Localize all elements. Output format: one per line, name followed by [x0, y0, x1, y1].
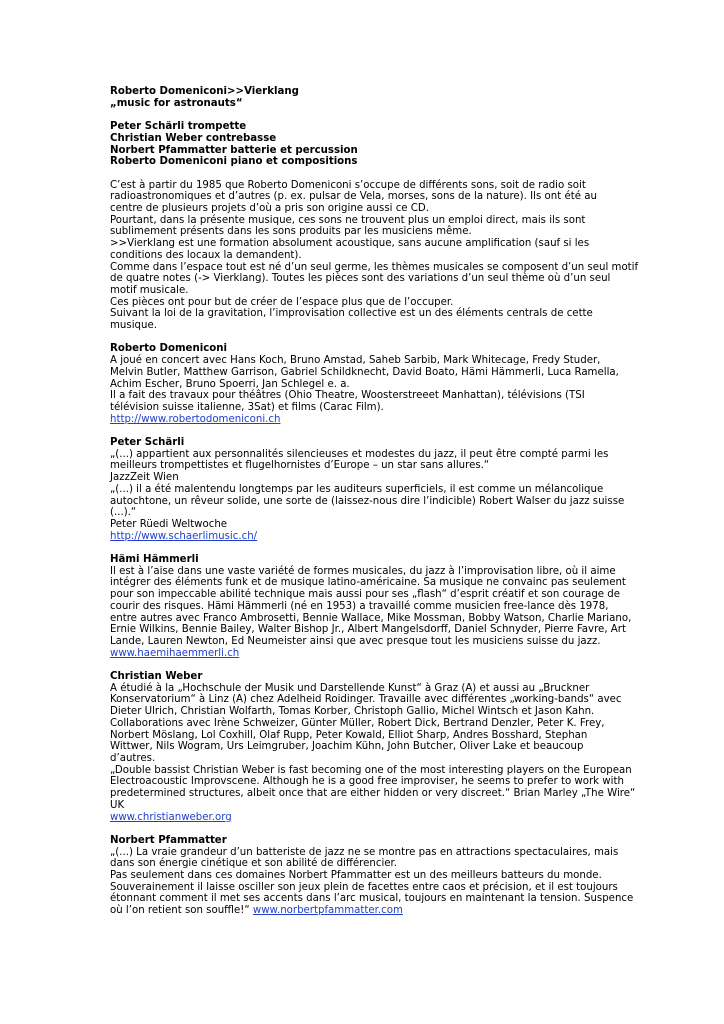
- section-heading: Peter Schärli: [110, 437, 185, 449]
- bio-line: Electroacoustic Improvscene. Although he is a good free improviser, he seems to prefer to work with: [110, 776, 624, 788]
- intro-line: Suivant la loi de la gravitation, l’improvisation collective est un des éléments centrals de cette: [110, 308, 593, 320]
- bio-line: Melvin Butler, Matthew Garrison, Gabriel Schildknecht, David Boato, Hämi Hämmerli, Luca Ramella,: [110, 366, 619, 378]
- musician-line: Christian Weber contrebasse: [110, 132, 277, 144]
- bio-line: intégrer des éléments funk et de musique latino-américaine. Sa musique ne convainc pas seulement: [110, 577, 626, 589]
- bio-line: „(...) il a été malentendu longtemps par les auditeurs superficiels, il est comme un mélancolique: [110, 483, 604, 495]
- intro-line: conditions des locaux la demandent).: [110, 249, 302, 261]
- section-pfammatter: [110, 834, 634, 917]
- bio-line: Wittwer, Nils Wogram, Urs Leimgruber, Joachim Kühn, John Butcher, Oliver Lake et beaucoup: [110, 741, 584, 753]
- bio-line: „(...) La vraie grandeur d’un batteriste de jazz ne se montre pas en attractions spectaculaires, mais: [110, 846, 619, 858]
- bio-line: meilleurs trompettistes et flugelhornistes d’Europe – un star sans allures.“: [110, 460, 490, 472]
- bio-line: JazzZeit Wien: [110, 472, 179, 484]
- bio-line: entre autres avec Franco Ambrosetti, Bennie Wallace, Mike Mossman, Bobby Watson, Charlie Mariano,: [110, 612, 632, 624]
- haemmerli-website-link[interactable]: www.haemihaemmerli.ch: [110, 647, 240, 659]
- document-page: [110, 86, 639, 917]
- bio-line: „(...) appartient aux personnalités silencieuses et modestes du jazz, il peut être compté parmi les: [110, 448, 609, 460]
- intro-line: sublimement présents dans les sons produits par les musiciens même.: [110, 226, 472, 238]
- intro-line: de quatre notes (-> Vierklang). Toutes les pièces sont des variations d’un seul thème où d’un seul: [110, 273, 611, 285]
- bio-line: UK: [110, 799, 125, 811]
- intro-line: musique.: [110, 320, 157, 332]
- section-domeniconi: [110, 343, 619, 425]
- weber-website-link[interactable]: www.christianweber.org: [110, 811, 232, 823]
- document-title: Roberto Domeniconi>>Vierklang: [110, 86, 299, 97]
- bio-line: predetermined structures, albeit once that are either hidden or very discreet.“ Brian Marley „The Wire“: [110, 788, 636, 800]
- section-heading: Christian Weber: [110, 671, 203, 683]
- musicians-list: [110, 121, 616, 168]
- intro-line: Comme dans l’espace tout est né d’un seul germe, les thèmes musicales se composent d’un seul motif: [110, 261, 639, 273]
- bio-line: „Double bassist Christian Weber is fast becoming one of the most interesting players on the European: [110, 764, 632, 776]
- bio-line: Il a fait des travaux pour théâtres (Ohio Theatre, Woosterstreeet Manhattan), télévisions (TSI: [110, 390, 585, 402]
- bio-line: (...).“: [110, 507, 137, 519]
- intro-line: C’est à partir du 1985 que Roberto Domeniconi s’occupe de différents sons, soit de radio soit: [110, 179, 586, 191]
- section-weber: [110, 671, 636, 823]
- schaerli-website-link[interactable]: http://www.schaerlimusic.ch/: [110, 530, 258, 542]
- bio-line: Lande, Lauren Newton, Ed Neumeister ainsi que avec presque tout les musiciens suisse du jazz.: [110, 635, 601, 647]
- bio-line: Konservatorium“ à Linz (A) chez Adelheid Roidinger. Travaille avec différentes „working-bands“ avec: [110, 694, 622, 706]
- bio-line: Achim Escher, Bruno Spoerri, Jan Schlegel e. a.: [110, 378, 350, 390]
- bio-line: Collaborations avec Irène Schweizer, Günter Müller, Robert Dick, Bertrand Denzler, Peter K. Frey,: [110, 717, 605, 729]
- bio-line: autochtone, un rêveur solide, une sorte de (laissez-nous dire l’indicible) Robert Walser du jazz suisse: [110, 495, 625, 507]
- bio-line: courir des risques. Hämi Hämmerli (né en 1953) a travaillé comme musicien free-lance dès 1978,: [110, 600, 609, 612]
- bio-line-with-link: [110, 905, 616, 917]
- section-heading: Norbert Pfammatter: [110, 834, 227, 846]
- document-subtitle: „music for astronauts“: [110, 97, 243, 109]
- musician-line: Norbert Pfammatter batterie et percussion: [110, 144, 358, 156]
- bio-line: étonnant comment il met ses accents dans l’arc musical, toujours en maintenant la tension. Suspence: [110, 893, 634, 905]
- intro-line: centre de plusieurs projets d’où a pris son origine aussi ce CD.: [110, 203, 429, 214]
- bio-line: d’autres.: [110, 752, 156, 764]
- intro-line: radioastronomiques et d’autres (p. ex. pulsar de Vela, morses, sons de la nature). Ils ont été au: [110, 191, 597, 203]
- bio-line: télévision suisse italienne, 3Sat) et films (Carac Film).: [110, 401, 384, 413]
- intro-paragraph: [110, 179, 639, 332]
- bio-line: dans son énergie cinétique et son abilité de différencier.: [110, 858, 398, 870]
- bio-line: pour son impeccable abilité technique mais aussi pour ses „flash“ d’esprit créatif et son courage de: [110, 589, 621, 601]
- bio-line: Norbert Möslang, Lol Coxhill, Olaf Rupp, Peter Kowald, Elliot Sharp, Andres Bosshard, Stephan: [110, 729, 588, 741]
- bio-line: A joué en concert avec Hans Koch, Bruno Amstad, Saheb Sarbib, Mark Whitecage, Fredy Studer,: [110, 355, 601, 367]
- bio-line: Pas seulement dans ces domaines Norbert Pfammatter est un des meilleurs batteurs du monde.: [110, 870, 602, 881]
- section-haemmerli: [110, 554, 632, 659]
- bio-line: Souverainement il laisse osciller son jeux plein de facettes entre caos et précision, et il est toujours: [110, 881, 618, 893]
- bio-line: A étudié à la „Hochschule der Musik und Darstellende Kunst“ à Graz (A) et aussi au „Bruckner: [110, 682, 590, 694]
- section-heading: Roberto Domeniconi: [110, 343, 227, 355]
- domeniconi-website-link[interactable]: http://www.robertodomeniconi.ch: [110, 413, 281, 425]
- intro-line: Ces pièces ont pour but de créer de l’espace plus que de l’occuper.: [110, 296, 454, 308]
- bio-line: Peter Rüedi Weltwoche: [110, 518, 228, 530]
- musician-line: Roberto Domeniconi piano et compositions: [110, 156, 358, 168]
- bio-line: Dieter Ulrich, Christian Wolfarth, Tomas Korber, Christoph Gallio, Michel Wintsch et Jason Kahn.: [110, 706, 595, 718]
- bio-line: Il est à l’aise dans une vaste variété de formes musicales, du jazz à l’improvisation libre, où il aime: [110, 565, 616, 577]
- bio-line: Ernie Wilkins, Bennie Bailey, Walter Bishop Jr., Albert Mangelsdorff, Daniel Schnyder, Pierre Favre, Art: [110, 624, 626, 636]
- intro-line: >>Vierklang est une formation absolument acoustique, sans aucune amplification (sauf si les: [110, 238, 590, 250]
- section-schaerli: [110, 437, 625, 542]
- musician-line: Peter Schärli trompette: [110, 121, 247, 133]
- intro-line: Pourtant, dans la présente musique, ces sons ne trouvent plus un emploi direct, mais ils sont: [110, 214, 586, 226]
- pfammatter-website-link[interactable]: www.norbertpfammatter.com: [252, 905, 403, 917]
- bio-line-text: où l’on retient son souffle!“: [110, 905, 253, 917]
- section-heading: Hämi Hämmerli: [110, 554, 199, 566]
- intro-line: motif musicale.: [110, 284, 189, 296]
